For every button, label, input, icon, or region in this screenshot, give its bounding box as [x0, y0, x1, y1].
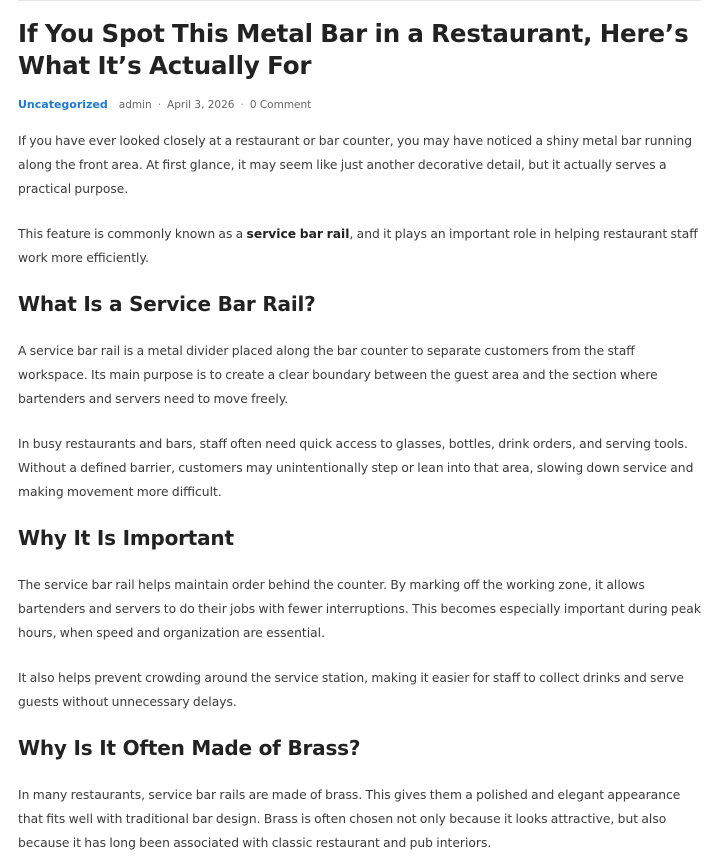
intro-paragraph-2 [18, 222, 704, 270]
post-date[interactable]: April 3, 2026 [167, 99, 235, 111]
section-paragraph: It also helps prevent crowding around the service station, making it easier for staff to collect drinks and serve guests without unnecessary delays. [18, 671, 684, 709]
paragraph-text: , and it plays an important role in helping restaurant staff work more efficiently. [18, 227, 698, 265]
section-heading: Why It Is Important [18, 526, 234, 550]
paragraph-text: This feature is commonly known as a [18, 227, 247, 241]
section-paragraph: A service bar rail is a metal divider placed along the bar counter to separate customers from the staff workspace. Its main purpose is to create a clear boundary between the guest area and the section where bartenders and servers need to move freely. [18, 344, 658, 406]
section-heading: What Is a Service Bar Rail? [18, 292, 316, 316]
section-paragraph: The service bar rail helps maintain order behind the counter. By marking off the working zone, it allows bartenders and servers to do their jobs with fewer interruptions. This becomes especially important during peak hours, when speed and organization are essential. [18, 578, 701, 640]
section-heading: Why Is It Often Made of Brass? [18, 736, 361, 760]
article-title: If You Spot This Metal Bar in a Restaurant, Here’s What It’s Actually For [18, 19, 689, 80]
post-meta [18, 98, 704, 112]
comment-count-link[interactable]: 0 Comment [249, 99, 312, 111]
section-paragraph: In busy restaurants and bars, staff often need quick access to glasses, bottles, drink orders, and serving tools. Without a defined barrier, customers may unintentionally step or lean into that area, slowing down service and making movement more difficult. [18, 437, 694, 499]
author-link[interactable]: admin [118, 99, 152, 111]
article [18, 18, 704, 855]
meta-separator: · [157, 99, 162, 111]
meta-separator: · [240, 99, 244, 111]
section-paragraph: In many restaurants, service bar rails are made of brass. This gives them a polished and elegant appearance that fits well with traditional bar design. Brass is often chosen not only because it looks attractive, but also because it has long been associated with classic restaurant and pub interiors. [18, 788, 681, 850]
category-link[interactable]: Uncategorized [18, 98, 108, 111]
top-divider [18, 0, 701, 1]
bold-term: service bar rail [246, 227, 350, 241]
intro-paragraph: If you have ever looked closely at a restaurant or bar counter, you may have noticed a shiny metal bar running along the front area. At first glance, it may seem like just another decorative detail, but it actually serves a practical purpose. [18, 134, 693, 196]
